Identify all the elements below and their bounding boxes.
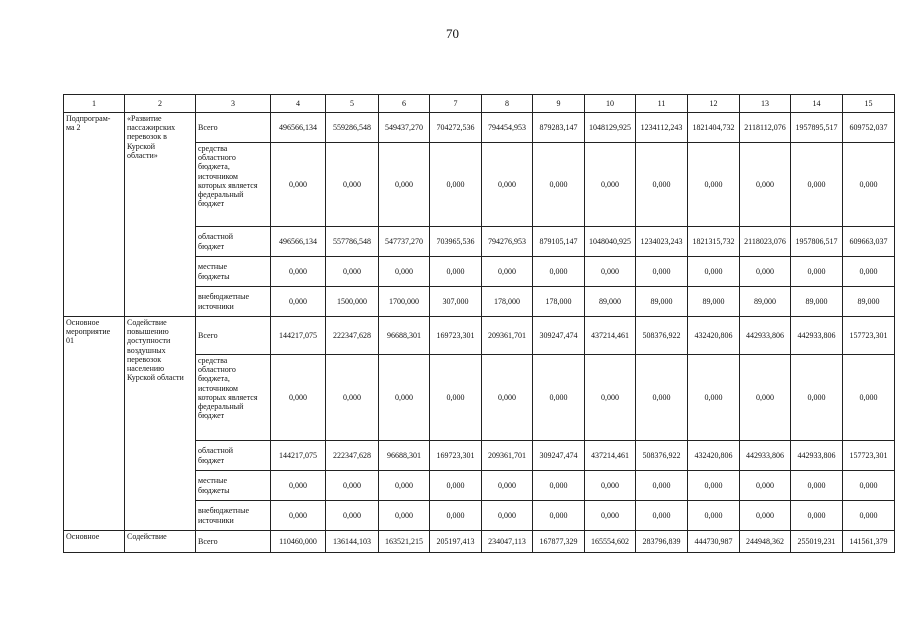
value-cell: 283796,839	[636, 531, 688, 553]
value-cell: 794454,953	[482, 113, 533, 143]
value-cell: 222347,628	[326, 317, 379, 355]
program-name: Основное	[64, 531, 125, 553]
value-cell: 442933,806	[791, 441, 843, 471]
page-number: 70	[446, 26, 459, 41]
value-cell: 0,000	[430, 501, 482, 531]
value-cell: 508376,922	[636, 317, 688, 355]
value-cell: 0,000	[482, 501, 533, 531]
value-cell: 205197,413	[430, 531, 482, 553]
value-cell: 794276,953	[482, 227, 533, 257]
value-cell: 0,000	[482, 257, 533, 287]
value-cell: 89,000	[585, 287, 636, 317]
value-cell: 0,000	[843, 471, 895, 501]
column-number: 4	[271, 95, 326, 113]
value-cell: 0,000	[843, 257, 895, 287]
table-row	[64, 113, 895, 143]
value-cell: 0,000	[326, 355, 379, 441]
value-cell: 96688,301	[379, 441, 430, 471]
value-cell: 0,000	[271, 287, 326, 317]
value-cell: 559286,548	[326, 113, 379, 143]
value-cell: 0,000	[533, 471, 585, 501]
value-cell: 1500,000	[326, 287, 379, 317]
value-cell: 557786,548	[326, 227, 379, 257]
column-number: 5	[326, 95, 379, 113]
value-cell: 609752,037	[843, 113, 895, 143]
value-cell: 547737,270	[379, 227, 430, 257]
value-cell: 2118023,076	[740, 227, 791, 257]
value-cell: 2118112,076	[740, 113, 791, 143]
value-cell: 165554,602	[585, 531, 636, 553]
column-number: 12	[688, 95, 740, 113]
value-cell: 0,000	[585, 257, 636, 287]
value-cell: 110460,000	[271, 531, 326, 553]
value-cell: 234047,113	[482, 531, 533, 553]
value-cell: 703965,536	[430, 227, 482, 257]
budget-table	[63, 94, 895, 553]
value-cell: 0,000	[791, 471, 843, 501]
value-cell: 0,000	[326, 143, 379, 227]
column-number: 3	[196, 95, 271, 113]
value-cell: 157723,301	[843, 441, 895, 471]
value-cell: 209361,701	[482, 317, 533, 355]
value-cell: 0,000	[740, 355, 791, 441]
value-cell: 1700,000	[379, 287, 430, 317]
value-cell: 0,000	[379, 143, 430, 227]
value-cell: 0,000	[326, 501, 379, 531]
value-cell: 0,000	[379, 257, 430, 287]
value-cell: 432420,806	[688, 317, 740, 355]
column-number: 1	[64, 95, 125, 113]
value-cell: 0,000	[379, 501, 430, 531]
value-cell: 442933,806	[740, 441, 791, 471]
value-cell: 0,000	[482, 355, 533, 441]
funding-source: областной бюджет	[196, 441, 271, 471]
value-cell: 0,000	[379, 355, 430, 441]
header-row	[64, 95, 895, 113]
column-number: 10	[585, 95, 636, 113]
funding-source: Всего	[196, 317, 271, 355]
value-cell: 144217,075	[271, 441, 326, 471]
funding-source: местные бюджеты	[196, 471, 271, 501]
column-number: 14	[791, 95, 843, 113]
value-cell: 0,000	[326, 257, 379, 287]
value-cell: 89,000	[843, 287, 895, 317]
value-cell: 0,000	[585, 501, 636, 531]
value-cell: 704272,536	[430, 113, 482, 143]
value-cell: 96688,301	[379, 317, 430, 355]
column-number: 7	[430, 95, 482, 113]
value-cell: 1821404,732	[688, 113, 740, 143]
program-name: Основное мероприятие 01	[64, 317, 125, 531]
value-cell: 0,000	[430, 143, 482, 227]
value-cell: 0,000	[636, 355, 688, 441]
value-cell: 0,000	[326, 471, 379, 501]
value-cell: 0,000	[533, 143, 585, 227]
value-cell: 0,000	[430, 257, 482, 287]
value-cell: 0,000	[740, 257, 791, 287]
column-number: 2	[125, 95, 196, 113]
value-cell: 437214,461	[585, 441, 636, 471]
value-cell: 0,000	[482, 143, 533, 227]
value-cell: 442933,806	[791, 317, 843, 355]
value-cell: 0,000	[482, 471, 533, 501]
value-cell: 0,000	[791, 257, 843, 287]
value-cell: 879105,147	[533, 227, 585, 257]
funding-source: областной бюджет	[196, 227, 271, 257]
value-cell: 0,000	[740, 501, 791, 531]
value-cell: 157723,301	[843, 317, 895, 355]
value-cell: 178,000	[533, 287, 585, 317]
value-cell: 222347,628	[326, 441, 379, 471]
value-cell: 244948,362	[740, 531, 791, 553]
funding-source: местные бюджеты	[196, 257, 271, 287]
program-description: Содействие повышению доступности воздушных перевозок населению Курской области	[125, 317, 196, 531]
value-cell: 0,000	[379, 471, 430, 501]
value-cell: 307,000	[430, 287, 482, 317]
value-cell: 0,000	[843, 501, 895, 531]
value-cell: 89,000	[740, 287, 791, 317]
value-cell: 0,000	[688, 143, 740, 227]
value-cell: 496566,134	[271, 227, 326, 257]
value-cell: 309247,474	[533, 441, 585, 471]
value-cell: 432420,806	[688, 441, 740, 471]
value-cell: 169723,301	[430, 441, 482, 471]
value-cell: 437214,461	[585, 317, 636, 355]
funding-source: внебюджетные источники	[196, 287, 271, 317]
value-cell: 0,000	[636, 257, 688, 287]
value-cell: 0,000	[533, 501, 585, 531]
value-cell: 0,000	[585, 355, 636, 441]
funding-source: средства областного бюджета, источником которых является федеральный бюджет	[196, 355, 271, 441]
value-cell: 0,000	[843, 143, 895, 227]
value-cell: 0,000	[533, 257, 585, 287]
value-cell: 0,000	[271, 471, 326, 501]
value-cell: 144217,075	[271, 317, 326, 355]
value-cell: 496566,134	[271, 113, 326, 143]
column-number: 9	[533, 95, 585, 113]
value-cell: 1957806,517	[791, 227, 843, 257]
value-cell: 163521,215	[379, 531, 430, 553]
value-cell: 0,000	[430, 355, 482, 441]
value-cell: 0,000	[791, 355, 843, 441]
program-description: Содействие	[125, 531, 196, 553]
value-cell: 0,000	[271, 143, 326, 227]
value-cell: 255019,231	[791, 531, 843, 553]
value-cell: 209361,701	[482, 441, 533, 471]
table-row	[64, 317, 895, 355]
value-cell: 444730,987	[688, 531, 740, 553]
funding-source: Всего	[196, 531, 271, 553]
value-cell: 0,000	[740, 143, 791, 227]
value-cell: 0,000	[533, 355, 585, 441]
value-cell: 879283,147	[533, 113, 585, 143]
value-cell: 136144,103	[326, 531, 379, 553]
value-cell: 0,000	[585, 471, 636, 501]
value-cell: 0,000	[585, 143, 636, 227]
value-cell: 0,000	[271, 355, 326, 441]
value-cell: 167877,329	[533, 531, 585, 553]
table-row	[64, 531, 895, 553]
value-cell: 1234112,243	[636, 113, 688, 143]
funding-source: Всего	[196, 113, 271, 143]
value-cell: 1048129,925	[585, 113, 636, 143]
table-body	[64, 95, 895, 553]
value-cell: 178,000	[482, 287, 533, 317]
value-cell: 0,000	[636, 471, 688, 501]
value-cell: 0,000	[636, 143, 688, 227]
value-cell: 0,000	[740, 471, 791, 501]
funding-source: внебюджетные источники	[196, 501, 271, 531]
value-cell: 0,000	[791, 501, 843, 531]
value-cell: 1234023,243	[636, 227, 688, 257]
value-cell: 0,000	[636, 501, 688, 531]
value-cell: 89,000	[636, 287, 688, 317]
column-number: 8	[482, 95, 533, 113]
value-cell: 0,000	[688, 501, 740, 531]
value-cell: 0,000	[791, 143, 843, 227]
value-cell: 0,000	[688, 257, 740, 287]
value-cell: 0,000	[271, 501, 326, 531]
value-cell: 309247,474	[533, 317, 585, 355]
value-cell: 0,000	[688, 471, 740, 501]
value-cell: 442933,806	[740, 317, 791, 355]
value-cell: 89,000	[791, 287, 843, 317]
value-cell: 0,000	[688, 355, 740, 441]
value-cell: 549437,270	[379, 113, 430, 143]
value-cell: 0,000	[430, 471, 482, 501]
value-cell: 1821315,732	[688, 227, 740, 257]
value-cell: 0,000	[843, 355, 895, 441]
program-name: Подпрограм- ма 2	[64, 113, 125, 317]
value-cell: 1957895,517	[791, 113, 843, 143]
value-cell: 169723,301	[430, 317, 482, 355]
column-number: 15	[843, 95, 895, 113]
column-number: 11	[636, 95, 688, 113]
value-cell: 1048040,925	[585, 227, 636, 257]
funding-source: средства областного бюджета, источником которых является федеральный бюджет	[196, 143, 271, 227]
column-number: 6	[379, 95, 430, 113]
value-cell: 89,000	[688, 287, 740, 317]
program-description: «Развитие пассажирских перевозок в Курской области»	[125, 113, 196, 317]
value-cell: 0,000	[271, 257, 326, 287]
value-cell: 609663,037	[843, 227, 895, 257]
column-number: 13	[740, 95, 791, 113]
value-cell: 508376,922	[636, 441, 688, 471]
value-cell: 141561,379	[843, 531, 895, 553]
